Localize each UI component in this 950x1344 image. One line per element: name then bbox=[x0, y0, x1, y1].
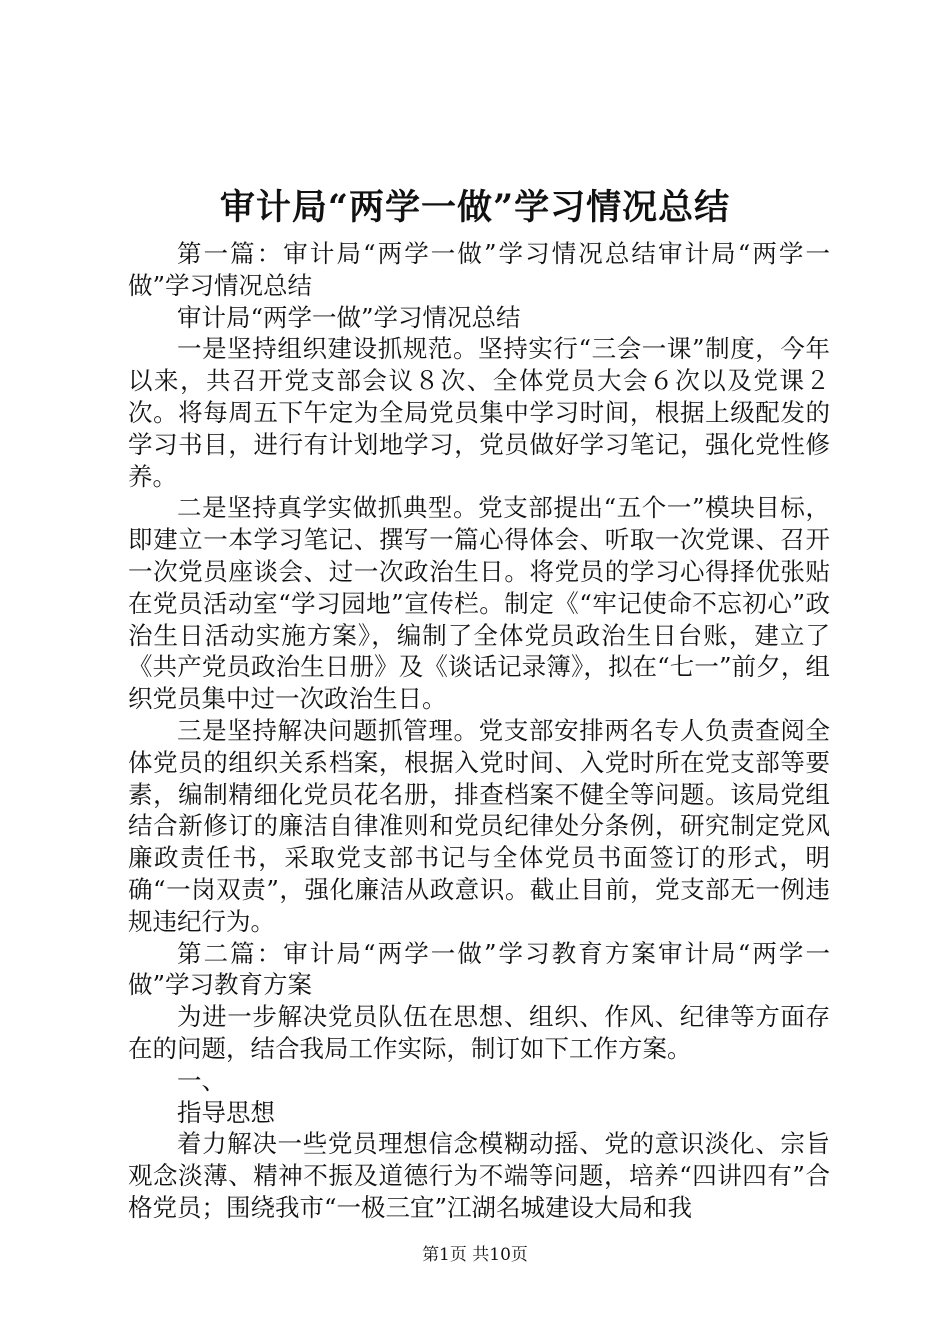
document-title: 审计局“两学一做”学习情况总结 bbox=[219, 187, 731, 228]
paragraph-7: 为进一步解决党员队伍在思想、组织、作风、纪律等方面存在的问题，结合我局工作实际，制订如下工作方案。 bbox=[128, 1002, 830, 1063]
paragraph-8: 一、 bbox=[177, 1065, 226, 1095]
paragraph-2: 审计局“两学一做”学习情况总结 bbox=[177, 302, 521, 332]
paragraph-5: 三是坚持解决问题抓管理。党支部安排两名专人负责查阅全体党员的组织关系档案，根据入党时间、入党时所在党支部等要素，编制精细化党员花名册，排查档案不健全等问题。该局党组结合新修订的廉洁自律准则和党员纪律处分条例，研究制定党风廉政责任书，采取党支部书记与全体党员书面签订的形式，明确“一岗双责”，强化廉洁从政意识。截止目前，党支部无一例违规违纪行为。 bbox=[128, 715, 830, 936]
paragraph-6: 第二篇：审计局“两学一做”学习教育方案审计局“两学一做”学习教育方案 bbox=[128, 938, 830, 1000]
document-body bbox=[128, 238, 830, 1224]
paragraph-10: 着力解决一些党员理想信念模糊动摇、党的意识淡化、宗旨观念淡薄、精神不振及道德行为不端等问题，培养“四讲四有”合格党员；围绕我市“一极三宜”江湖名城建设大局和我 bbox=[128, 1129, 830, 1222]
paragraph-9: 指导思想 bbox=[177, 1097, 275, 1127]
paragraph-1: 第一篇：审计局“两学一做”学习情况总结审计局“两学一做”学习情况总结 bbox=[128, 239, 830, 300]
paragraph-4: 二是坚持真学实做抓典型。党支部提出“五个一”模块目标，即建立一本学习笔记、撰写一篇心得体会、听取一次党课、召开一次党员座谈会、过一次政治生日。将党员的学习心得择优张贴在党员活动室“学习园地”宣传栏。制定《“牢记使命不忘初心”政治生日活动实施方案》，编制了全体党员政治生日台账，建立了《共产党员政治生日册》及《谈话记录簿》，拟在“七一”前夕，组织党员集中过一次政治生日。 bbox=[128, 493, 830, 714]
page-footer: 第1页 共10页 bbox=[422, 1245, 528, 1265]
paragraph-3: 一是坚持组织建设抓规范。坚持实行“三会一课”制度，今年以来，共召开党支部会议８次、全体党员大会６次以及党课２次。将每周五下午定为全局党员集中学习时间，根据上级配发的学习书目，进行有计划地学习，党员做好学习笔记，强化党性修养。 bbox=[128, 334, 830, 491]
